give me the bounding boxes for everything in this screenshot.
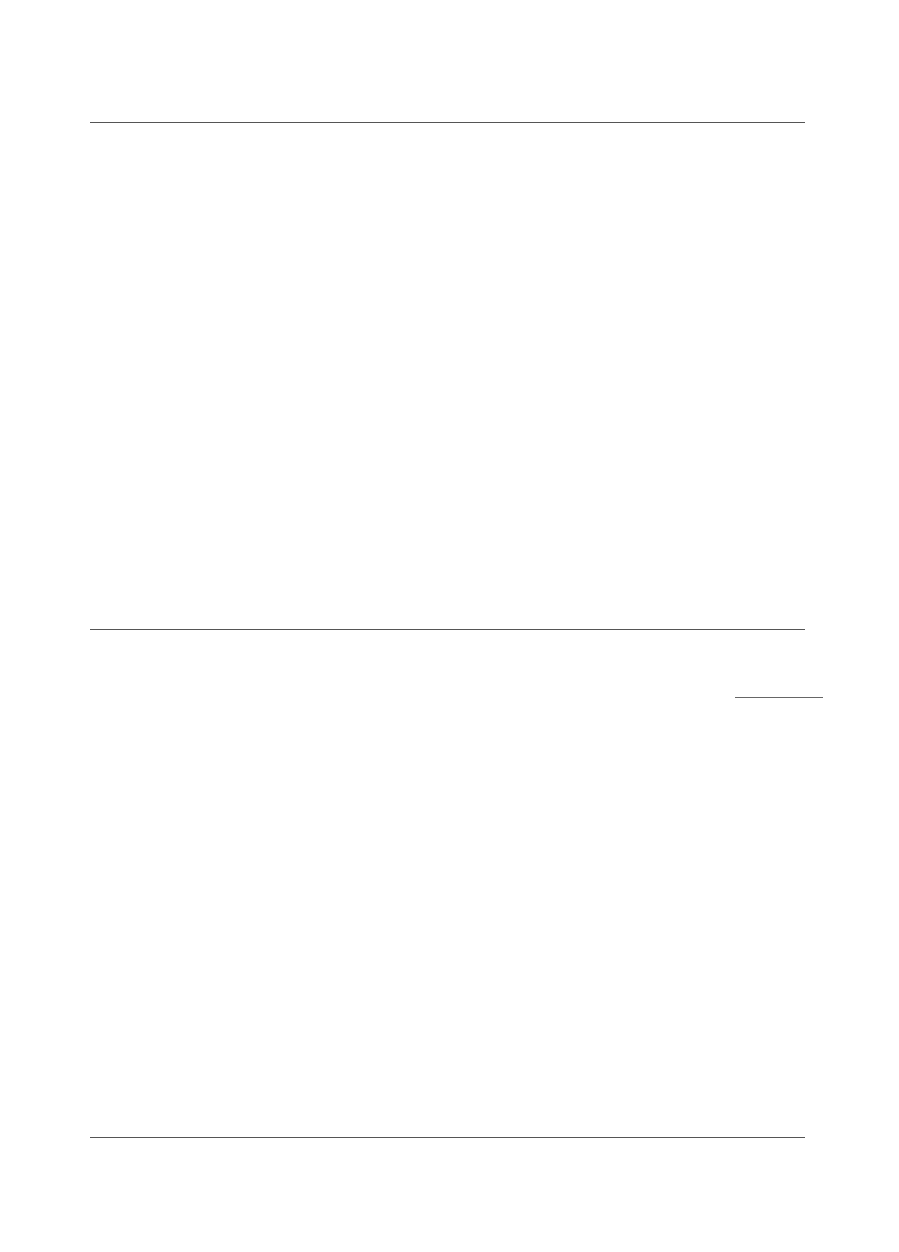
bottom-divider-line: [90, 1137, 805, 1138]
middle-divider-line: [90, 629, 805, 630]
footnote-separator-line: [735, 697, 823, 698]
top-divider-line: [90, 122, 805, 123]
